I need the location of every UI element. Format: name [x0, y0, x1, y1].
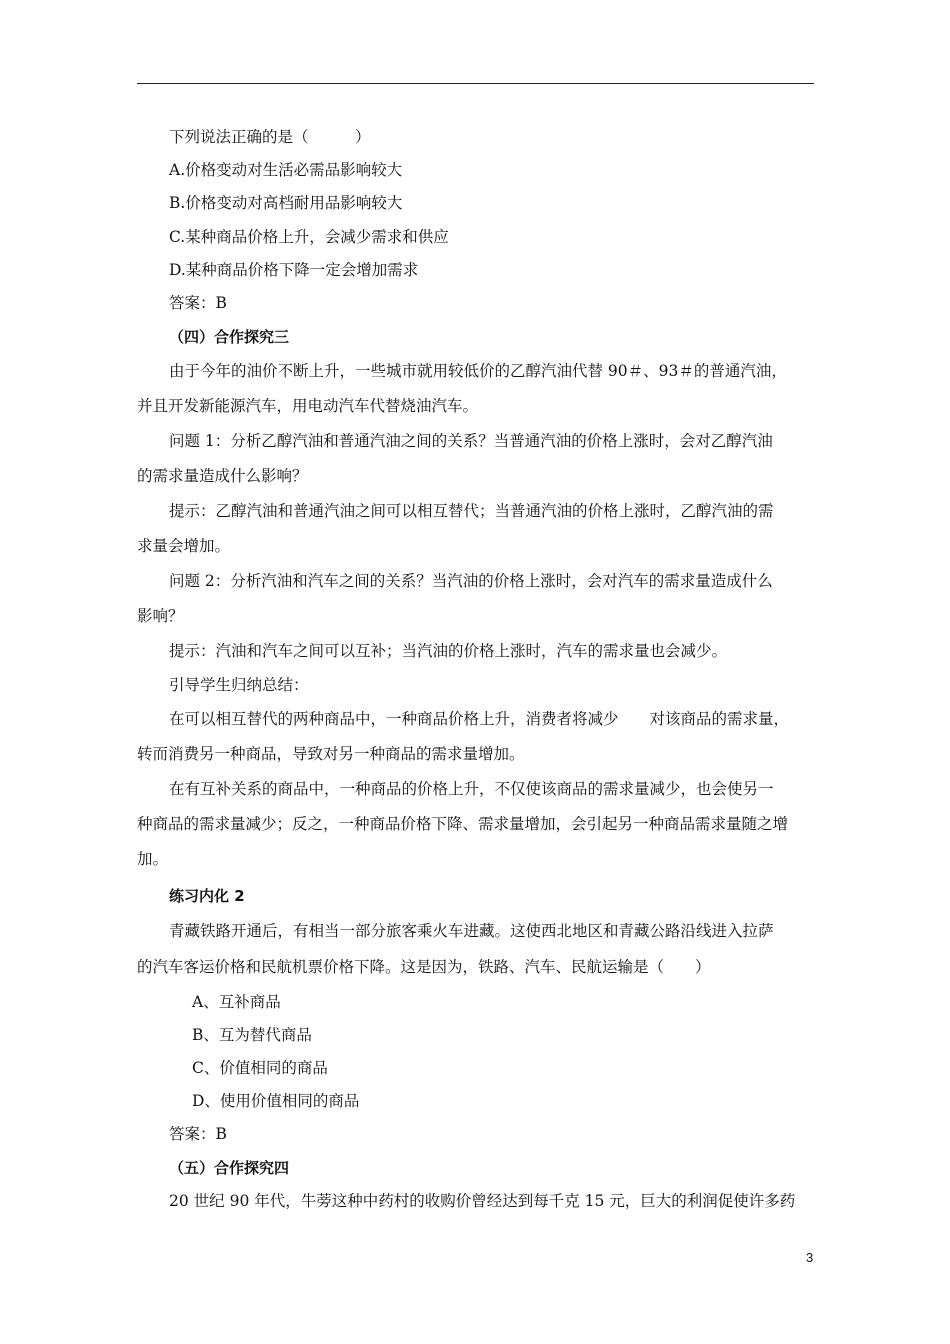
section4-hint1-line1: 提示：乙醇汽油和普通汽油之间可以相互替代；当普通汽油的价格上涨时，乙醇汽油的需 [169, 502, 774, 520]
section4-summary1-line2: 转而消费另一种商品，导致对另一种商品的需求量增加。 [137, 745, 525, 763]
section4-hint2: 提示：汽油和汽车之间可以互补；当汽油的价格上涨时，汽车的需求量也会减少。 [169, 642, 728, 660]
practice2-heading: 练习内化 2 [169, 887, 245, 905]
section4-intro-line2: 并且开发新能源汽车，用电动汽车代替烧油汽车。 [137, 397, 479, 415]
section4-hint1-line2: 求量会增加。 [137, 537, 231, 555]
practice2-option-b: B、互为替代商品 [192, 1026, 312, 1044]
section4-summary2-line3: 加。 [137, 850, 169, 868]
question1-answer: 答案：B [169, 294, 227, 312]
practice2-option-a: A、互补商品 [192, 993, 281, 1011]
practice2-answer: 答案：B [169, 1125, 227, 1143]
section4-heading: （四）合作探究三 [169, 328, 290, 346]
section4-question1-line2: 的需求量造成什么影响？ [137, 467, 308, 485]
question1-option-d: D.某种商品价格下降一定会增加需求 [169, 261, 419, 279]
section4-question2-line2: 影响？ [137, 607, 184, 625]
section4-summary2-line2: 种商品的需求量减少；反之，一种商品价格下降、需求量增加，会引起另一种商品需求量随之增 [137, 815, 789, 833]
section4-intro-line1: 由于今年的油价不断上升，一些城市就用较低价的乙醇汽油代替 90＃、93＃的普通汽油， [169, 362, 787, 380]
section4-question2-line1: 问题 2：分析汽油和汽车之间的关系？当汽油的价格上涨时，会对汽车的需求量造成什么 [169, 572, 773, 590]
practice2-option-d: D、使用价值相同的商品 [192, 1092, 360, 1110]
question1-option-b: B.价格变动对高档耐用品影响较大 [169, 194, 403, 212]
question1-stem: 下列说法正确的是（ ） [169, 128, 371, 146]
practice2-stem-line1: 青藏铁路开通后，有相当一部分旅客乘火车进藏。这使西北地区和青藏公路沿线进入拉萨 [169, 922, 774, 940]
section5-heading: （五）合作探究四 [169, 1159, 290, 1177]
practice2-stem-line2: 的汽车客运价格和民航机票价格下降。这是因为，铁路、汽车、民航运输是（ ） [137, 958, 711, 976]
section4-summary2-line1: 在有互补关系的商品中，一种商品的价格上升，不仅使该商品的需求量减少，也会使另一 [169, 780, 774, 798]
question1-option-c: C.某种商品价格上升，会减少需求和供应 [169, 228, 449, 246]
section4-summary1-line1: 在可以相互替代的两种商品中，一种商品价格上升，消费者将减少 对该商品的需求量， [169, 710, 790, 728]
section4-question1-line1: 问题 1：分析乙醇汽油和普通汽油之间的关系？当普通汽油的价格上涨时，会对乙醇汽油 [169, 432, 773, 450]
section4-summary-label: 引导学生归纳总结： [169, 676, 309, 694]
header-rule [137, 83, 814, 84]
page-number: 3 [806, 1250, 814, 1265]
practice2-option-c: C、价值相同的商品 [192, 1059, 328, 1077]
question1-option-a: A.价格变动对生活必需品影响较大 [169, 161, 403, 179]
section5-intro-line1: 20 世纪 90 年代，牛蒡这种中药村的收购价曾经达到每千克 15 元，巨大的利润促使许多药 [169, 1192, 796, 1210]
